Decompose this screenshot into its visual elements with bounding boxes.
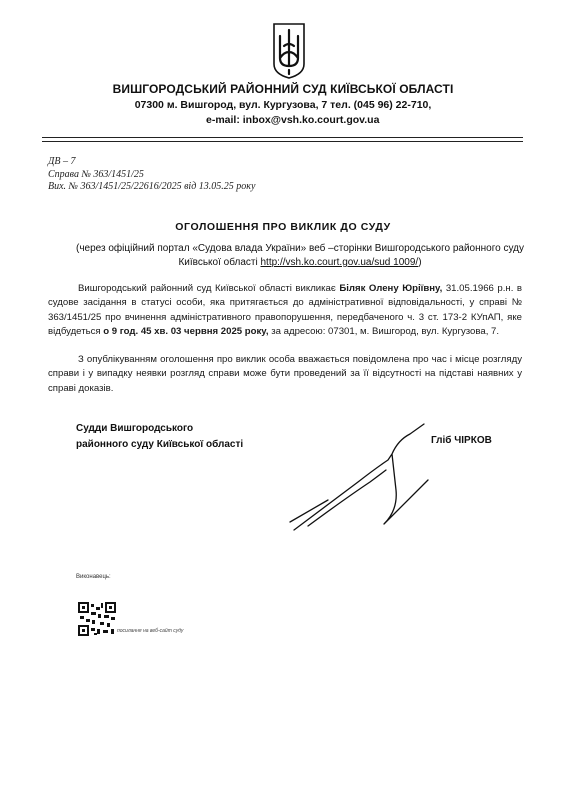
court-email: e-mail: inbox@vsh.ko.court.gov.ua xyxy=(206,114,380,126)
subtitle-close: ) xyxy=(418,257,422,268)
header-divider-top xyxy=(42,137,523,138)
hearing-datetime: о 9 год. 45 хв. 03 червня 2025 року, xyxy=(103,325,269,337)
notice-paragraph-1 xyxy=(48,282,522,339)
header-divider-bottom xyxy=(42,141,523,142)
court-name: ВИШГОРОДСЬКИЙ РАЙОННИЙ СУД КИЇВСЬКОЇ ОБЛАСТІ xyxy=(112,82,454,96)
court-address: 07300 м. Вишгород, вул. Кургузова, 7 тел. (045 96) 22-710, xyxy=(134,99,432,111)
signer-title xyxy=(76,421,243,453)
summoned-person: Біляк Олену Юріївну, xyxy=(339,283,443,294)
ukraine-trident-emblem-icon xyxy=(272,22,306,80)
handwritten-signature-icon xyxy=(288,420,438,535)
p1-start: Вишгородський районний суд Київської області викликає xyxy=(78,283,340,294)
ref-dv: ДВ – 7 xyxy=(48,156,76,167)
notice-title: ОГОЛОШЕННЯ ПРО ВИКЛИК ДО СУДУ xyxy=(175,221,391,233)
notice-paragraph-2 xyxy=(48,353,522,396)
subtitle-text: (через офіційний портал «Судова влада України» веб –сторінки Вишгородського районного суду Київської області xyxy=(76,243,524,268)
p1-end: за адресою: 07301, м. Вишгород, вул. Кургузова, 7. xyxy=(268,325,500,337)
executor-label: Виконавець: xyxy=(76,574,111,580)
judge-name: Гліб ЧІРКОВ xyxy=(431,435,492,446)
signer-line-2: районного суду Київської області xyxy=(76,439,244,450)
ref-case-number: Справа № 363/1451/25 xyxy=(48,169,144,180)
p1-middle: 31.05.1966 р.н. в судове засідання в статусі особи, яка притягається до адміністративної відповідальності, у справі № 363/1451/25 про вчинення адміністративного правопорушення, передбаченого ч. 3 ст. 173-2 КУпАП, яке відбудеться xyxy=(48,283,522,337)
ref-outgoing-number: Вих. № 363/1451/25/22616/2025 від 13.05.25 року xyxy=(48,181,256,192)
court-website-link[interactable]: http://vsh.ko.court.gov.ua/sud 1009/ xyxy=(260,257,419,268)
signer-line-1: Судди Вишгородського xyxy=(76,423,194,434)
p2-text: З опублікуванням оголошення про виклик особа вважається повідомлена про час і місце розгляду справи і у випадку неявки розгляд справи може бути проведений за її відсутності на підставі наявних у справі доказів. xyxy=(48,354,522,394)
qr-code-icon xyxy=(78,602,116,636)
qr-caption: посилання на веб-сайт суду xyxy=(117,628,184,634)
notice-subtitle xyxy=(70,242,530,270)
